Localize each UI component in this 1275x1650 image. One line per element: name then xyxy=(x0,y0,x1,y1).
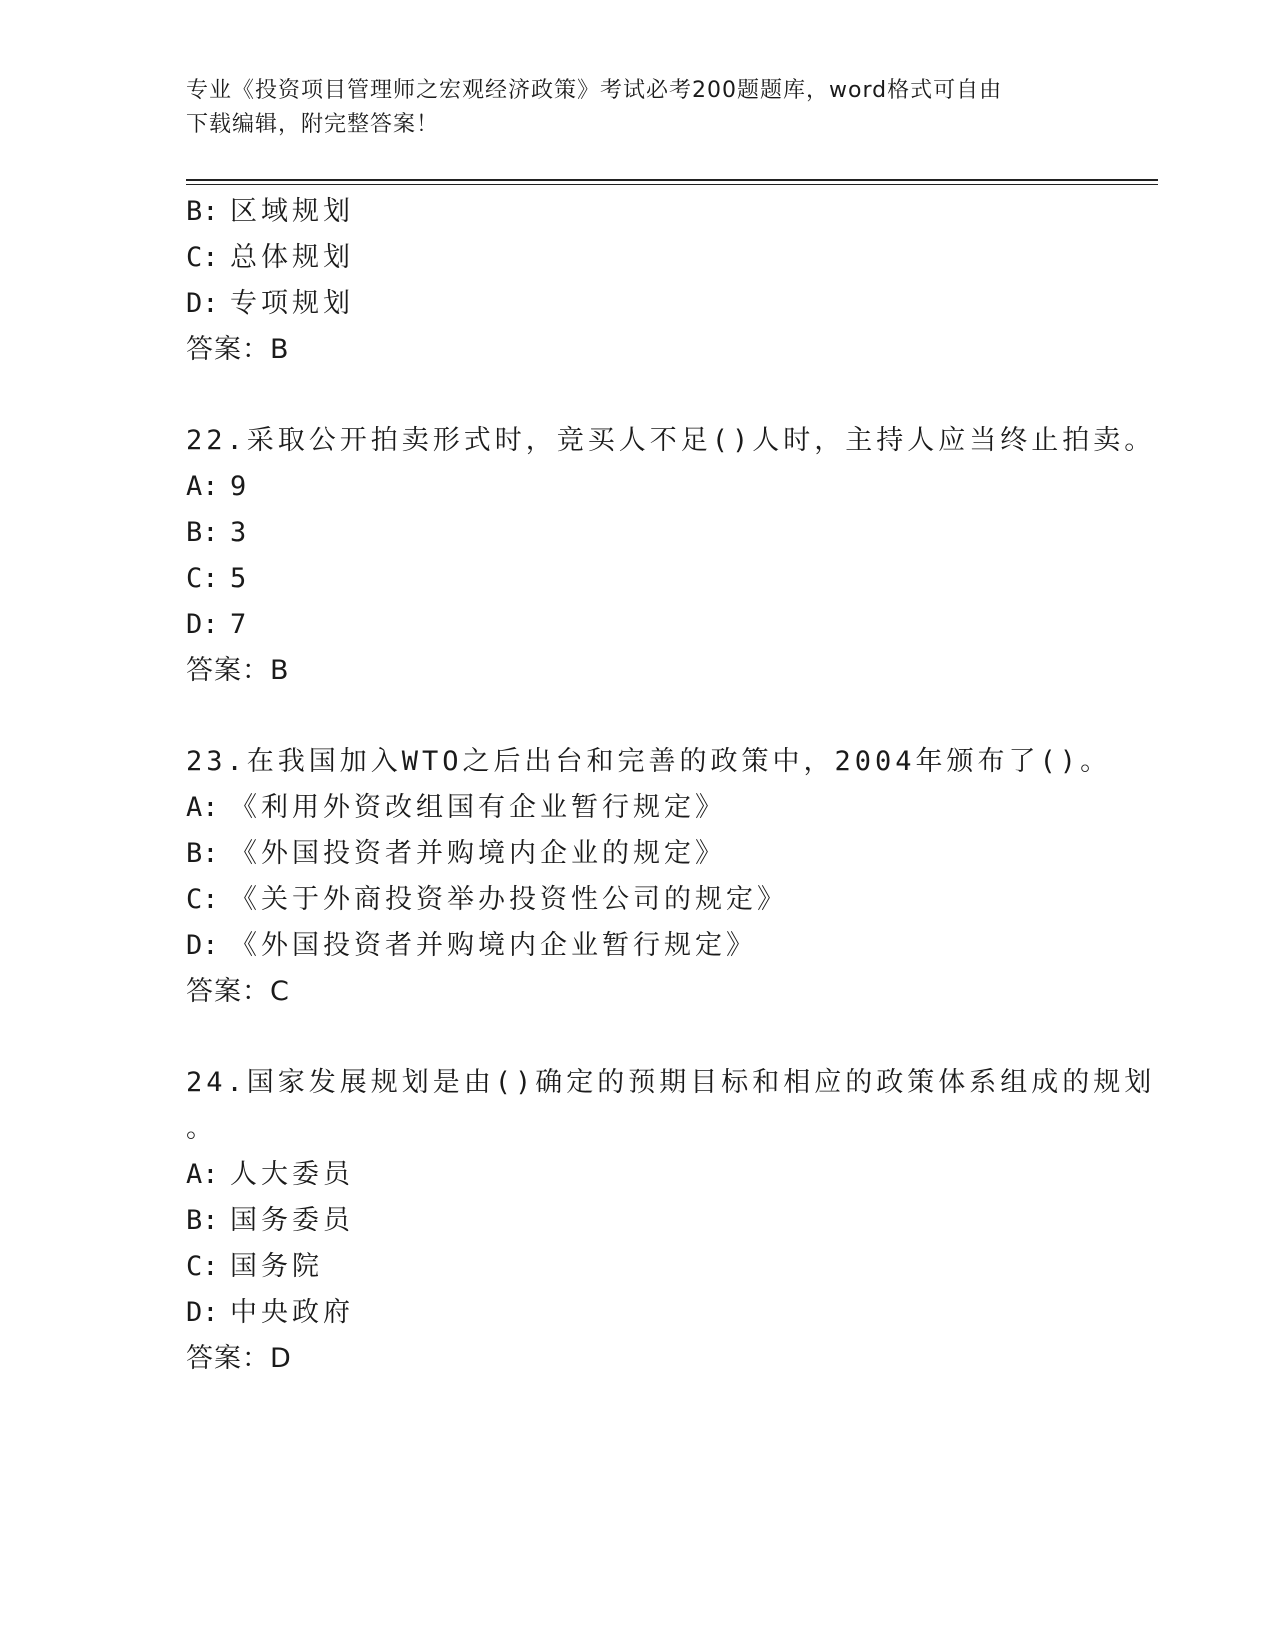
option-row xyxy=(186,235,1086,281)
question-block xyxy=(186,739,1112,1015)
option-row xyxy=(186,281,1086,327)
option-label: C: xyxy=(186,563,219,594)
option-row xyxy=(186,831,1086,877)
question-text-continuation: 。 xyxy=(186,1113,217,1144)
option-label: C: xyxy=(186,884,219,915)
question-list xyxy=(186,189,1156,1382)
option-text: 7 xyxy=(230,609,251,640)
option-row xyxy=(186,556,1086,602)
option-label: B: xyxy=(186,196,219,227)
option-row xyxy=(186,189,1086,235)
answer-line: 答案：B xyxy=(186,334,290,365)
option-text: 3 xyxy=(230,517,251,548)
option-row xyxy=(186,1244,1086,1290)
option-text: 专项规划 xyxy=(230,288,354,319)
header-line-1: 专业《投资项目管理师之宏观经济政策》考试必考200题题库，word格式可自由 xyxy=(186,78,1003,103)
option-text: 国务院 xyxy=(230,1251,323,1282)
answer-line: 答案：D xyxy=(186,1343,292,1374)
option-label: C: xyxy=(186,242,219,273)
option-label: D: xyxy=(186,288,219,319)
question-block xyxy=(186,189,1086,373)
option-row xyxy=(186,1198,1086,1244)
option-text: 区域规划 xyxy=(230,196,354,227)
header-line-2: 下载编辑，附完整答案！ xyxy=(186,112,440,137)
option-label: A: xyxy=(186,1159,219,1190)
option-label: D: xyxy=(186,609,219,640)
option-row xyxy=(186,1152,1086,1198)
question-text: 22.采取公开拍卖形式时，竞买人不足()人时，主持人应当终止拍卖。 xyxy=(186,425,1156,456)
option-text: 国务委员 xyxy=(230,1205,354,1236)
question-block xyxy=(186,1060,1156,1382)
option-label: B: xyxy=(186,517,219,548)
answer-line: 答案：C xyxy=(186,976,290,1007)
option-text: 《利用外资改组国有企业暂行规定》 xyxy=(230,792,726,823)
option-label: C: xyxy=(186,1251,219,1282)
option-text: 5 xyxy=(230,563,251,594)
option-row xyxy=(186,602,1086,648)
document-header xyxy=(186,74,1086,142)
option-label: A: xyxy=(186,792,219,823)
option-row xyxy=(186,464,1086,510)
option-row xyxy=(186,923,1086,969)
option-row xyxy=(186,785,1086,831)
option-label: B: xyxy=(186,838,219,869)
option-text: 中央政府 xyxy=(230,1297,354,1328)
option-text: 9 xyxy=(230,471,251,502)
option-text: 《关于外商投资举办投资性公司的规定》 xyxy=(230,884,788,915)
option-text: 总体规划 xyxy=(230,242,354,273)
option-text: 《外国投资者并购境内企业的规定》 xyxy=(230,838,726,869)
option-row xyxy=(186,510,1086,556)
option-text: 《外国投资者并购境内企业暂行规定》 xyxy=(230,930,757,961)
option-text: 人大委员 xyxy=(230,1159,354,1190)
option-label: D: xyxy=(186,930,219,961)
question-block xyxy=(186,418,1156,694)
option-row xyxy=(186,877,1086,923)
question-text: 23.在我国加入WTO之后出台和完善的政策中，2004年颁布了()。 xyxy=(186,746,1112,777)
option-row xyxy=(186,1290,1086,1336)
option-label: B: xyxy=(186,1205,219,1236)
header-rule-thick xyxy=(186,179,1158,181)
question-text: 24.国家发展规划是由()确定的预期目标和相应的政策体系组成的规划 xyxy=(186,1067,1156,1098)
answer-line: 答案：B xyxy=(186,655,290,686)
option-label: D: xyxy=(186,1297,219,1328)
option-label: A: xyxy=(186,471,219,502)
header-rule-thin xyxy=(186,184,1158,185)
